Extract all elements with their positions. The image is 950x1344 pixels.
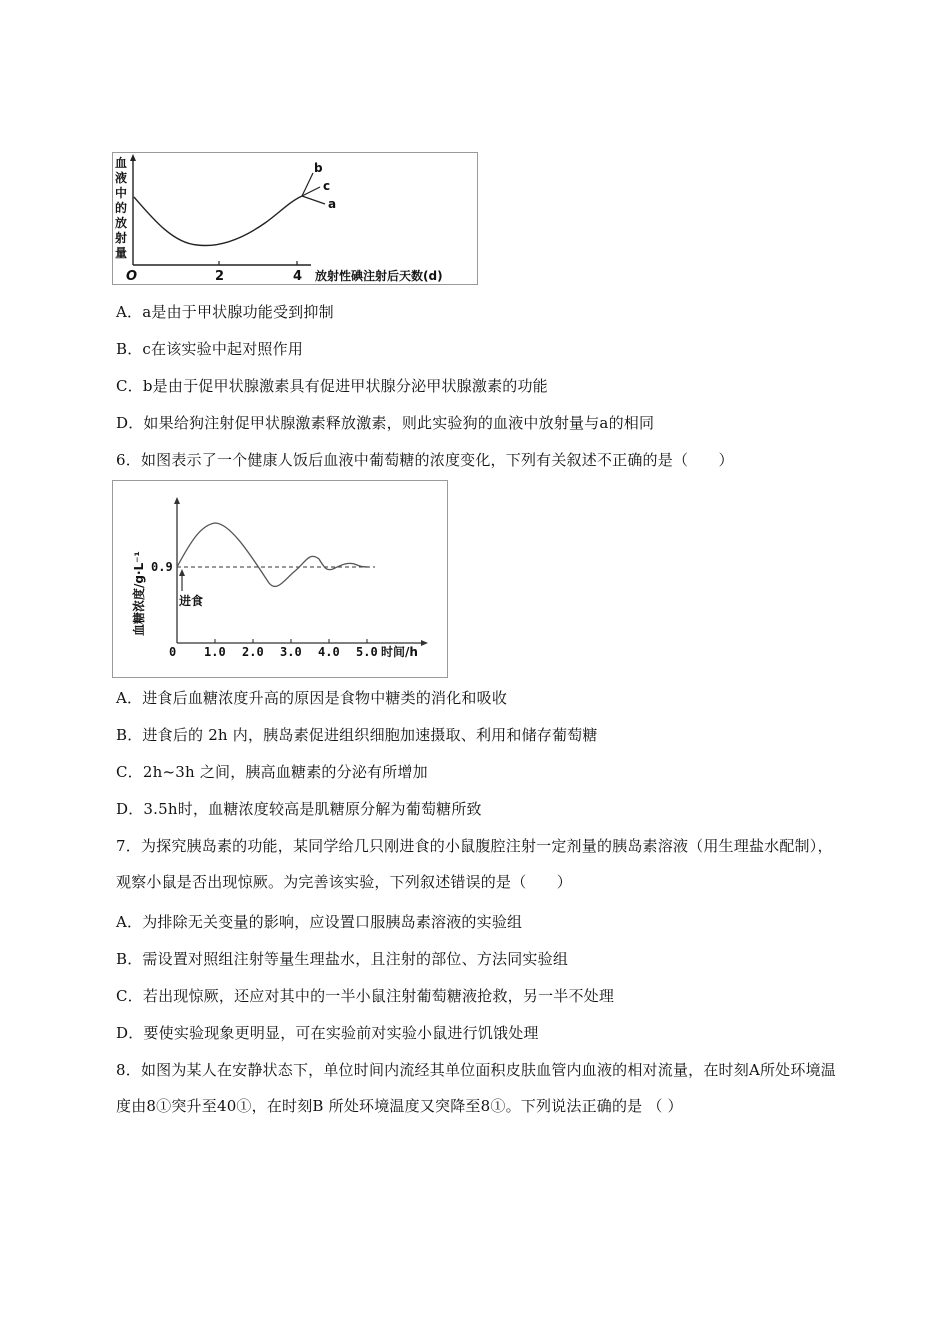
fig1-ylabel-char: 射 xyxy=(115,231,128,245)
q6-option-c: C．2h~3h 之间，胰高血糖素的分泌有所增加 xyxy=(116,763,428,781)
fig1-main-curve xyxy=(134,196,302,245)
q7-option-b: B．需设置对照组注射等量生理盐水，且注射的部位、方法同实验组 xyxy=(116,950,569,968)
fig1-ylabel-char: 中 xyxy=(115,186,128,200)
fig2-ref-value: 0.9 xyxy=(151,560,173,574)
q7-option-c: C．若出现惊厥，还应对其中的一半小鼠注射葡萄糖液抢救，另一半不处理 xyxy=(116,987,615,1005)
fig1-ylabel-char: 液 xyxy=(115,171,128,185)
q7-option-d: D．要使实验现象更明显，可在实验前对实验小鼠进行饥饿处理 xyxy=(116,1024,539,1042)
fig1-ylabel-char: 的 xyxy=(115,201,128,215)
fig1-xtick-label: 4 xyxy=(293,269,303,284)
fig1-curve-b xyxy=(302,173,313,196)
q7-stem: 7．为探究胰岛素的功能，某同学给几只刚进食的小鼠腹腔注射一定剂量的胰岛素溶液（用生理盐水配制），观察小鼠是否出现惊厥。为完善该实验，下列叙述错误的是（ ） xyxy=(116,837,833,891)
fig1-label-c: c xyxy=(323,179,331,193)
fig2-xtick-label: 4.0 xyxy=(318,645,340,659)
fig2-y-arrow xyxy=(174,497,180,504)
fig1-ylabel-char: 放 xyxy=(115,216,128,230)
fig1-y-arrow xyxy=(130,154,136,161)
fig2-xlabel: 时间/h xyxy=(381,645,418,659)
q5-option-d: D．如果给狗注射促甲状腺激素释放激素，则此实验狗的血液中放射量与a的相同 xyxy=(116,414,655,432)
fig2-meal-arrowhead xyxy=(179,569,185,576)
fig1-label-a: a xyxy=(328,197,337,211)
fig1-label-b: b xyxy=(314,161,323,175)
fig2-xtick-label: 3.0 xyxy=(280,645,302,659)
fig2-origin: 0 xyxy=(169,645,177,659)
fig1-ylabel-char: 量 xyxy=(115,246,128,260)
fig2-ylabel: 血糖浓度/g·L⁻¹ xyxy=(132,551,146,636)
fig2-x-arrow xyxy=(421,640,428,646)
fig1-ylabel-char: 血 xyxy=(115,156,128,170)
q7-option-a: A．为排除无关变量的影响，应设置口服胰岛素溶液的实验组 xyxy=(116,913,523,931)
q6-stem: 6．如图表示了一个健康人饭后血液中葡萄糖的浓度变化，下列有关叙述不正确的是（ ） xyxy=(116,451,734,469)
q5-option-c: C．b是由于促甲状腺激素具有促进甲状腺分泌甲状腺激素的功能 xyxy=(116,377,548,395)
q6-option-b: B．进食后的 2h 内，胰岛素促进组织细胞加速摄取、利用和储存葡萄糖 xyxy=(116,726,598,744)
figure-radioactivity-svg xyxy=(113,153,477,284)
figure-blood-glucose-svg xyxy=(113,481,447,677)
q5-option-b: B．c在该实验中起对照作用 xyxy=(116,340,304,358)
figure-blood-glucose-chart xyxy=(112,480,448,678)
q6-option-a: A．进食后血糖浓度升高的原因是食物中糖类的消化和吸收 xyxy=(116,689,508,707)
fig2-xtick-label: 2.0 xyxy=(242,645,264,659)
q5-option-a: A．a是由于甲状腺功能受到抑制 xyxy=(116,303,334,321)
fig1-xlabel: 放射性碘注射后天数(d) xyxy=(315,269,443,283)
fig2-annotation: 进食 xyxy=(179,594,204,608)
fig1-origin: O xyxy=(126,269,138,284)
fig2-xtick-label: 1.0 xyxy=(204,645,226,659)
fig2-xtick-label: 5.0 xyxy=(356,645,378,659)
q8-stem: 8．如图为某人在安静状态下，单位时间内流经其单位面积皮肤血管内血液的相对流量，在时刻A所处环境温度由8①突升至40①，在时刻B 所处环境温度又突降至8①。下列说法正确的是 （ ） xyxy=(116,1061,836,1115)
fig1-curve-a xyxy=(302,196,325,204)
fig2-glucose-curve xyxy=(177,523,369,586)
fig1-xtick-label: 2 xyxy=(215,269,225,284)
q6-option-d: D．3.5h时，血糖浓度较高是肌糖原分解为葡萄糖所致 xyxy=(116,800,482,818)
figure-radioactivity-chart xyxy=(112,152,478,285)
